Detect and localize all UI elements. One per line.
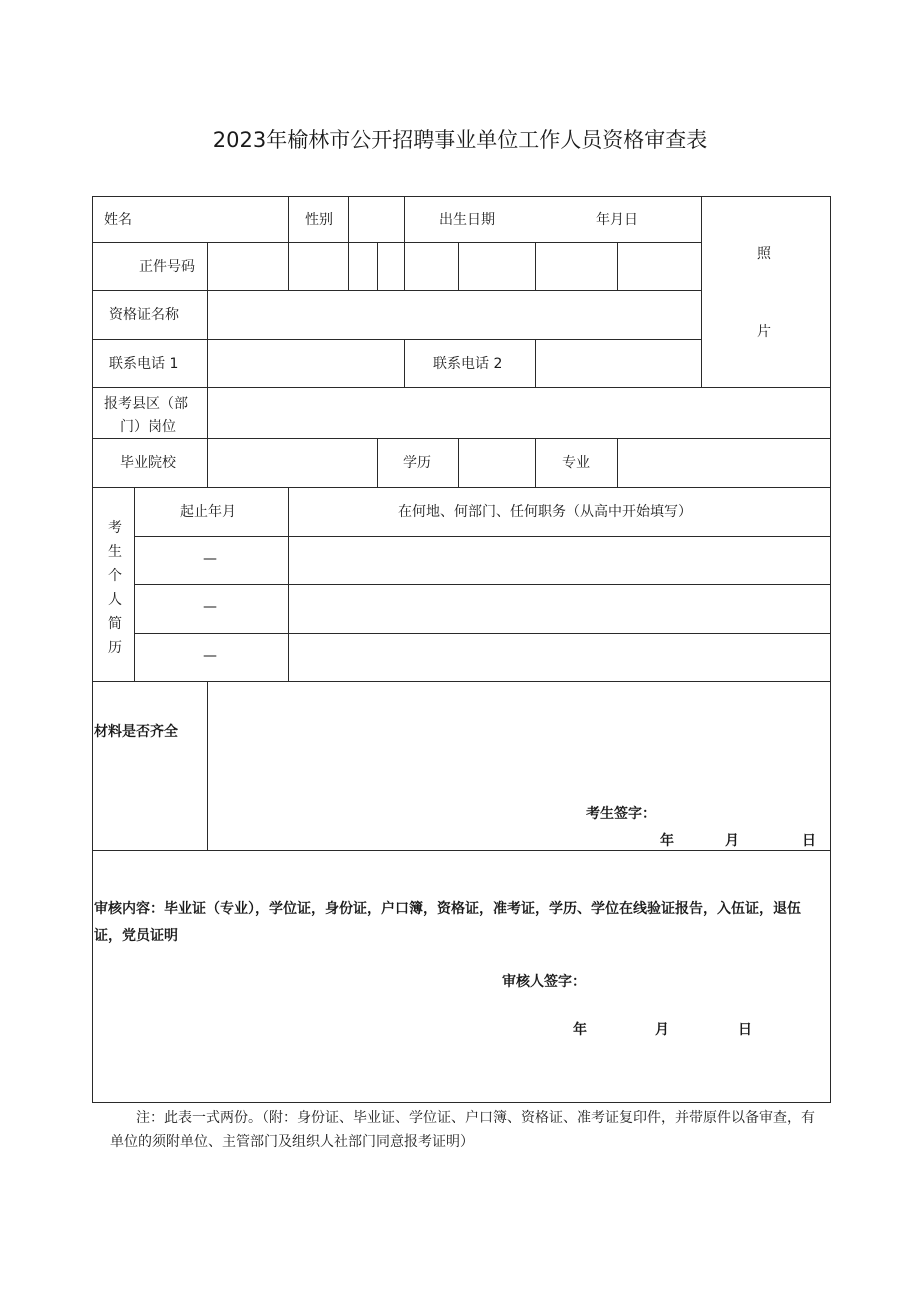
resume-detail-header: 在何地、何部门、任何职务（从高中开始填写） (398, 504, 692, 520)
resume-period-header: 起止年月 (180, 504, 236, 520)
resume-detail-cell[interactable] (289, 634, 830, 681)
candidate-signature-label: 考生签字： (586, 806, 656, 822)
name-field[interactable] (108, 196, 288, 242)
gender-label: 性别 (305, 212, 333, 228)
page-title: 2023年榆林市公开招聘事业单位工作人员资格审查表 (212, 128, 708, 152)
col-divider (535, 438, 536, 488)
resume-period-cell[interactable]: — (203, 648, 217, 664)
education-label: 学历 (403, 455, 431, 471)
resume-section-label: 考 生 个 人 简 历 (108, 520, 122, 656)
certificate-name-label: 资格证名称 (109, 307, 179, 323)
gender-field[interactable] (349, 196, 404, 242)
major-label: 专业 (562, 455, 590, 471)
photo-label-bottom: 片 (757, 324, 771, 340)
candidate-sign-day: 日 (802, 833, 816, 849)
resume-period-cell[interactable]: — (203, 551, 217, 567)
col-divider (377, 438, 378, 488)
phone2-label: 联系电话 2 (433, 356, 503, 372)
name-label: 姓名 (104, 212, 132, 228)
reviewer-sign-day: 日 (738, 1022, 752, 1038)
birth-date-label: 出生日期 (439, 212, 495, 228)
resume-period-cell[interactable]: — (203, 599, 217, 615)
row-divider (92, 487, 831, 488)
phone2-field[interactable] (536, 340, 701, 387)
footnote: 注：此表一式两份。（附：身份证、毕业证、学位证、户口簿、资格证、准考证复印件，并带原件以备审查，有单位的须附单位、主管部门及组织人社部门同意报考证明） (110, 1110, 815, 1150)
materials-label: 材料是否齐全 (94, 724, 178, 740)
id-number-label: 正件号码 (139, 259, 195, 275)
resume-detail-cell[interactable] (289, 585, 830, 633)
school-field[interactable] (208, 439, 377, 487)
row-divider (92, 850, 831, 851)
reviewer-sign-year: 年 (573, 1022, 587, 1038)
education-field[interactable] (459, 439, 535, 487)
apply-position-label-line1: 报考县区（部 (104, 396, 188, 412)
phone1-label: 联系电话 1 (109, 356, 179, 372)
certificate-name-field[interactable] (208, 291, 701, 339)
id-number-field[interactable] (208, 243, 701, 290)
materials-field[interactable] (208, 682, 830, 850)
review-content: 审核内容：毕业证（专业），学位证，身份证，户口簿，资格证，准考证，学历、学位在线验证报告，入伍证，退伍证，党员证明 (94, 901, 801, 944)
apply-position-label-line2: 门）岗位 (120, 419, 176, 435)
birth-date-units: 年月日 (596, 212, 638, 228)
photo-box[interactable] (702, 197, 830, 387)
resume-detail-cell[interactable] (289, 537, 830, 584)
candidate-sign-year: 年 (660, 833, 674, 849)
col-divider (404, 339, 405, 388)
reviewer-signature-label: 审核人签字： (502, 974, 586, 990)
col-divider (134, 487, 135, 682)
candidate-sign-month: 月 (725, 833, 739, 849)
major-field[interactable] (618, 439, 830, 487)
photo-label-top: 照 (757, 246, 771, 262)
phone1-field[interactable] (208, 340, 404, 387)
school-label: 毕业院校 (120, 455, 176, 471)
reviewer-sign-month: 月 (655, 1022, 669, 1038)
apply-position-field[interactable] (208, 388, 830, 438)
